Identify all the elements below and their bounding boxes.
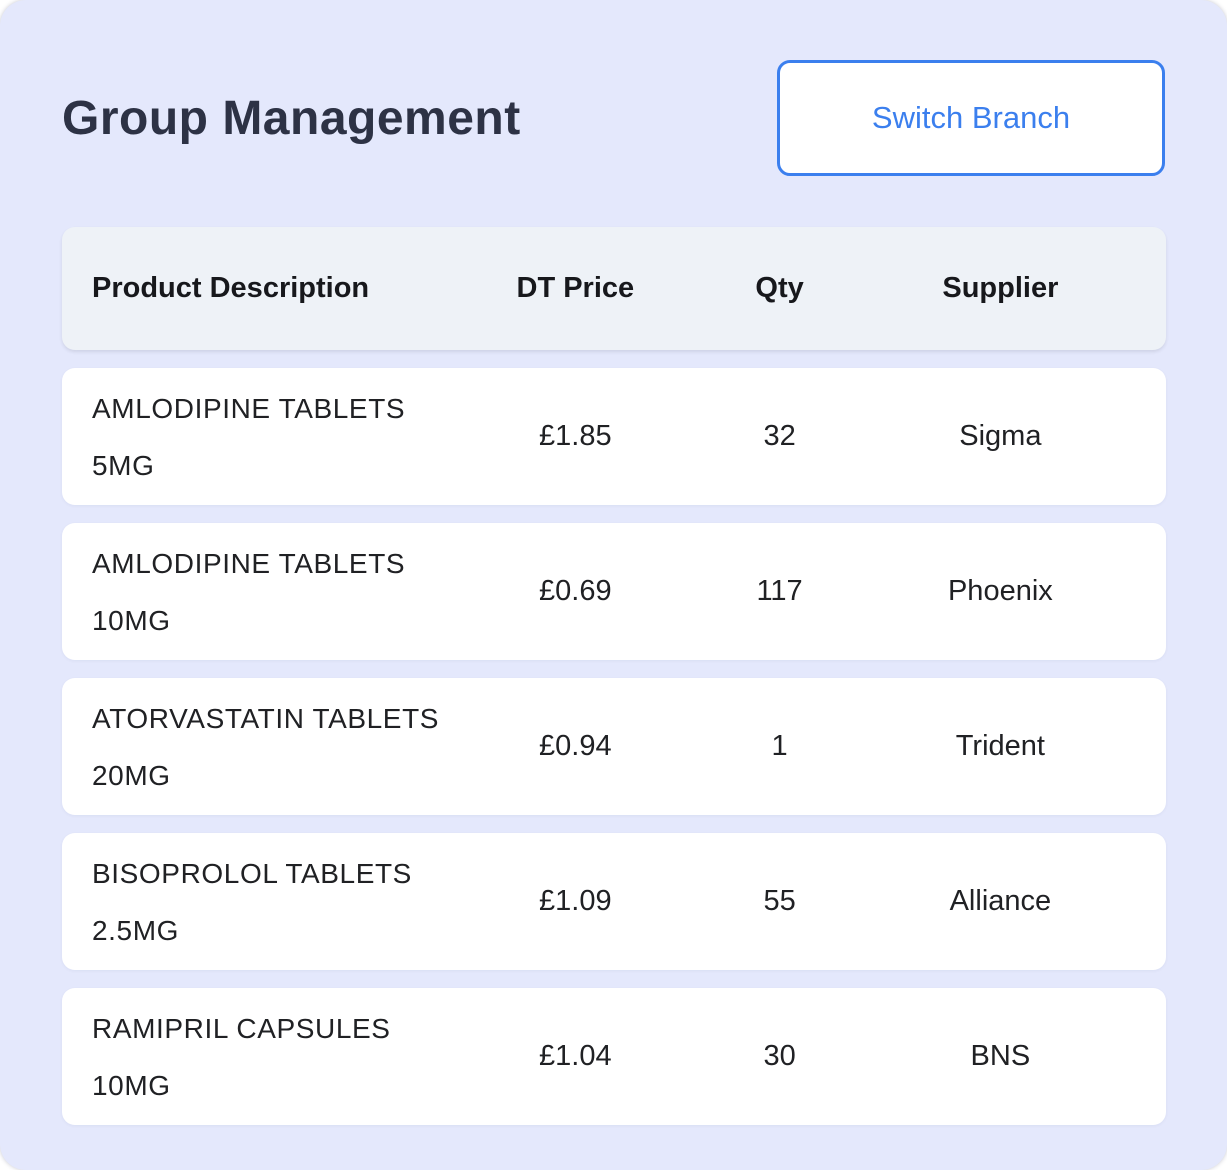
product-description-cell: [62, 535, 470, 649]
switch-branch-button[interactable]: Switch Branch: [777, 60, 1165, 176]
top-bar: [62, 58, 1165, 178]
product-description-cell: [62, 1000, 470, 1114]
product-strength: 20MG: [92, 759, 171, 791]
table-header: [62, 227, 1166, 350]
product-description-cell: [62, 845, 470, 959]
dt-price-cell: £0.69: [539, 575, 612, 607]
column-header-product-description: Product Description: [92, 272, 370, 304]
table-row[interactable]: [62, 368, 1166, 505]
product-strength: 2.5MG: [92, 914, 180, 946]
page-title: Group Management: [62, 91, 521, 145]
product-strength: 10MG: [92, 604, 171, 636]
table-row[interactable]: [62, 833, 1166, 970]
qty-cell: 30: [763, 1040, 796, 1072]
table-row[interactable]: [62, 678, 1166, 815]
table-row[interactable]: [62, 523, 1166, 660]
product-description-cell: [62, 690, 470, 804]
product-name: BISOPROLOL TABLETS: [92, 857, 412, 889]
product-description-cell: [62, 380, 470, 494]
product-name: AMLODIPINE TABLETS: [92, 392, 406, 424]
qty-cell: 55: [763, 885, 796, 917]
column-header-supplier: Supplier: [942, 272, 1059, 304]
dt-price-cell: £1.09: [539, 885, 612, 917]
qty-cell: 32: [763, 420, 796, 452]
supplier-cell: BNS: [970, 1040, 1031, 1072]
qty-cell: 117: [756, 575, 803, 607]
product-strength: 5MG: [92, 449, 155, 481]
product-strength: 10MG: [92, 1069, 171, 1101]
supplier-cell: Alliance: [949, 885, 1052, 917]
table-row[interactable]: [62, 988, 1166, 1125]
column-header-qty: Qty: [755, 272, 804, 304]
product-name: AMLODIPINE TABLETS: [92, 547, 406, 579]
dt-price-cell: £1.85: [539, 420, 612, 452]
supplier-cell: Trident: [955, 730, 1045, 762]
qty-cell: 1: [771, 730, 788, 762]
table-body: [62, 368, 1166, 1143]
product-name: RAMIPRIL CAPSULES: [92, 1012, 391, 1044]
supplier-cell: Sigma: [959, 420, 1042, 452]
column-header-dt-price: DT Price: [516, 272, 635, 304]
supplier-cell: Phoenix: [947, 575, 1053, 607]
product-name: ATORVASTATIN TABLETS: [92, 702, 440, 734]
dt-price-cell: £1.04: [539, 1040, 612, 1072]
dt-price-cell: £0.94: [539, 730, 612, 762]
